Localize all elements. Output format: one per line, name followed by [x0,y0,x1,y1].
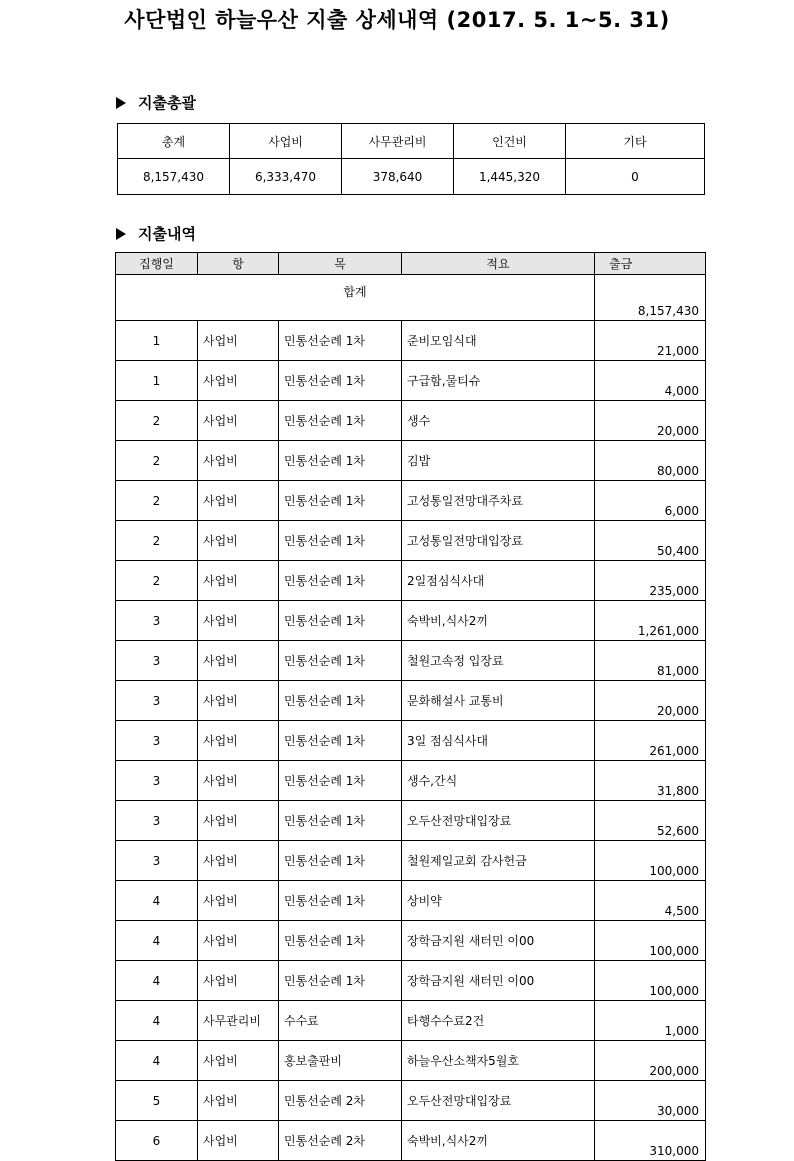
row-description: 하늘우산소책자5월호 [402,1041,595,1081]
row-subitem: 민통선순례 1차 [279,921,402,961]
row-amount: 100,000 [595,961,706,1001]
row-subitem: 민통선순례 1차 [279,801,402,841]
row-description: 생수,간식 [402,761,595,801]
row-date: 3 [116,601,198,641]
row-date: 2 [116,401,198,441]
row-date: 3 [116,721,198,761]
summary-header-personnel: 인건비 [454,124,566,159]
summary-value-personnel: 1,445,320 [454,159,566,195]
row-subitem: 수수료 [279,1001,402,1041]
row-amount: 80,000 [595,441,706,481]
row-description: 상비약 [402,881,595,921]
summary-header-other: 기타 [566,124,705,159]
triangle-right-icon [116,97,126,109]
row-item: 사업비 [198,561,279,601]
row-subitem: 민통선순례 1차 [279,441,402,481]
table-row [116,681,706,721]
row-date: 6 [116,1121,198,1161]
row-subitem: 홍보출판비 [279,1041,402,1081]
row-amount: 100,000 [595,921,706,961]
summary-value-other: 0 [566,159,705,195]
table-row [116,441,706,481]
row-item: 사업비 [198,1081,279,1121]
row-subitem: 민통선순례 1차 [279,841,402,881]
row-description: 장학금지원 새터민 이00 [402,921,595,961]
row-amount: 310,000 [595,1121,706,1161]
triangle-right-icon [116,228,126,240]
row-date: 1 [116,361,198,401]
row-date: 5 [116,1081,198,1121]
row-date: 4 [116,961,198,1001]
row-item: 사업비 [198,321,279,361]
total-amount: 8,157,430 [595,275,706,321]
table-row [116,881,706,921]
summary-header-admin: 사무관리비 [342,124,454,159]
row-date: 2 [116,521,198,561]
detail-heading-text: 지출내역 [138,225,196,243]
row-item: 사업비 [198,721,279,761]
row-amount: 4,000 [595,361,706,401]
row-subitem: 민통선순례 1차 [279,881,402,921]
detail-header-row [116,253,706,275]
row-date: 4 [116,1041,198,1081]
detail-heading [116,223,196,244]
row-amount: 20,000 [595,401,706,441]
table-row [116,801,706,841]
row-item: 사업비 [198,841,279,881]
row-description: 김밥 [402,441,595,481]
row-description: 문화해설사 교통비 [402,681,595,721]
row-description: 오두산전망대입장료 [402,801,595,841]
total-label: 합계 [116,275,595,321]
row-item: 사업비 [198,761,279,801]
row-item: 사업비 [198,441,279,481]
row-amount: 52,600 [595,801,706,841]
table-row [116,1121,706,1161]
row-item: 사업비 [198,961,279,1001]
row-item: 사업비 [198,881,279,921]
row-subitem: 민통선순례 1차 [279,721,402,761]
page-title: 사단법인 하늘우산 지출 상세내역 (2017. 5. 1~5. 31) [124,8,670,32]
detail-table [115,252,706,1161]
row-amount: 100,000 [595,841,706,881]
row-item: 사업비 [198,1121,279,1161]
row-description: 숙박비,식사2끼 [402,601,595,641]
row-subitem: 민통선순례 2차 [279,1121,402,1161]
row-amount: 30,000 [595,1081,706,1121]
row-subitem: 민통선순례 1차 [279,321,402,361]
row-description: 철원제일교회 감사헌금 [402,841,595,881]
row-date: 4 [116,881,198,921]
table-row [116,561,706,601]
row-subitem: 민통선순례 1차 [279,521,402,561]
row-date: 3 [116,761,198,801]
row-date: 3 [116,641,198,681]
row-description: 준비모임식대 [402,321,595,361]
row-subitem: 민통선순례 1차 [279,481,402,521]
row-description: 고성통일전망대주차료 [402,481,595,521]
row-date: 2 [116,561,198,601]
row-description: 3일 점심식사대 [402,721,595,761]
summary-header-row [118,124,705,159]
summary-table [117,123,705,195]
row-date: 1 [116,321,198,361]
row-subitem: 민통선순례 1차 [279,961,402,1001]
row-amount: 200,000 [595,1041,706,1081]
row-date: 2 [116,441,198,481]
row-subitem: 민통선순례 2차 [279,1081,402,1121]
row-item: 사업비 [198,521,279,561]
row-description: 장학금지원 새터민 이00 [402,961,595,1001]
summary-value-total: 8,157,430 [118,159,230,195]
table-row [116,1001,706,1041]
row-amount: 1,000 [595,1001,706,1041]
header-item: 항 [198,253,279,275]
row-description: 오두산전망대입장료 [402,1081,595,1121]
header-subitem: 목 [279,253,402,275]
table-row [116,1081,706,1121]
row-description: 생수 [402,401,595,441]
row-item: 사업비 [198,361,279,401]
summary-heading [116,92,196,113]
row-description: 타행수수료2건 [402,1001,595,1041]
table-row [116,641,706,681]
row-date: 3 [116,841,198,881]
table-row [116,481,706,521]
row-subitem: 민통선순례 1차 [279,561,402,601]
row-amount: 21,000 [595,321,706,361]
row-amount: 20,000 [595,681,706,721]
row-amount: 1,261,000 [595,601,706,641]
row-item: 사업비 [198,641,279,681]
row-subitem: 민통선순례 1차 [279,401,402,441]
header-description: 적요 [402,253,595,275]
table-row [116,521,706,561]
row-item: 사업비 [198,681,279,721]
row-item: 사업비 [198,921,279,961]
header-amount: 출금 [595,253,706,275]
table-row [116,961,706,1001]
row-subitem: 민통선순례 1차 [279,641,402,681]
header-date: 집행일 [116,253,198,275]
row-item: 사업비 [198,801,279,841]
table-row [116,361,706,401]
row-description: 2일점심식사대 [402,561,595,601]
row-subitem: 민통선순례 1차 [279,681,402,721]
table-row [116,721,706,761]
row-date: 4 [116,921,198,961]
row-item: 사업비 [198,401,279,441]
row-description: 철원고속정 입장료 [402,641,595,681]
row-description: 고성통일전망대입장료 [402,521,595,561]
summary-header-project: 사업비 [230,124,342,159]
row-date: 3 [116,681,198,721]
table-row [116,841,706,881]
row-subitem: 민통선순례 1차 [279,761,402,801]
row-item: 사업비 [198,481,279,521]
row-description: 숙박비,식사2끼 [402,1121,595,1161]
row-date: 4 [116,1001,198,1041]
summary-value-admin: 378,640 [342,159,454,195]
summary-value-project: 6,333,470 [230,159,342,195]
row-amount: 31,800 [595,761,706,801]
table-row [116,761,706,801]
row-amount: 261,000 [595,721,706,761]
row-amount: 6,000 [595,481,706,521]
row-amount: 81,000 [595,641,706,681]
summary-header-total: 총계 [118,124,230,159]
row-subitem: 민통선순례 1차 [279,601,402,641]
summary-value-row [118,159,705,195]
table-row [116,401,706,441]
row-amount: 235,000 [595,561,706,601]
table-row [116,1041,706,1081]
row-item: 사업비 [198,601,279,641]
summary-heading-text: 지출총괄 [138,94,196,112]
table-row [116,921,706,961]
row-item: 사업비 [198,1041,279,1081]
row-item: 사무관리비 [198,1001,279,1041]
row-subitem: 민통선순례 1차 [279,361,402,401]
row-amount: 4,500 [595,881,706,921]
row-date: 2 [116,481,198,521]
total-row [116,275,706,321]
row-date: 3 [116,801,198,841]
table-row [116,601,706,641]
row-amount: 50,400 [595,521,706,561]
table-row [116,321,706,361]
row-description: 구급함,물티슈 [402,361,595,401]
